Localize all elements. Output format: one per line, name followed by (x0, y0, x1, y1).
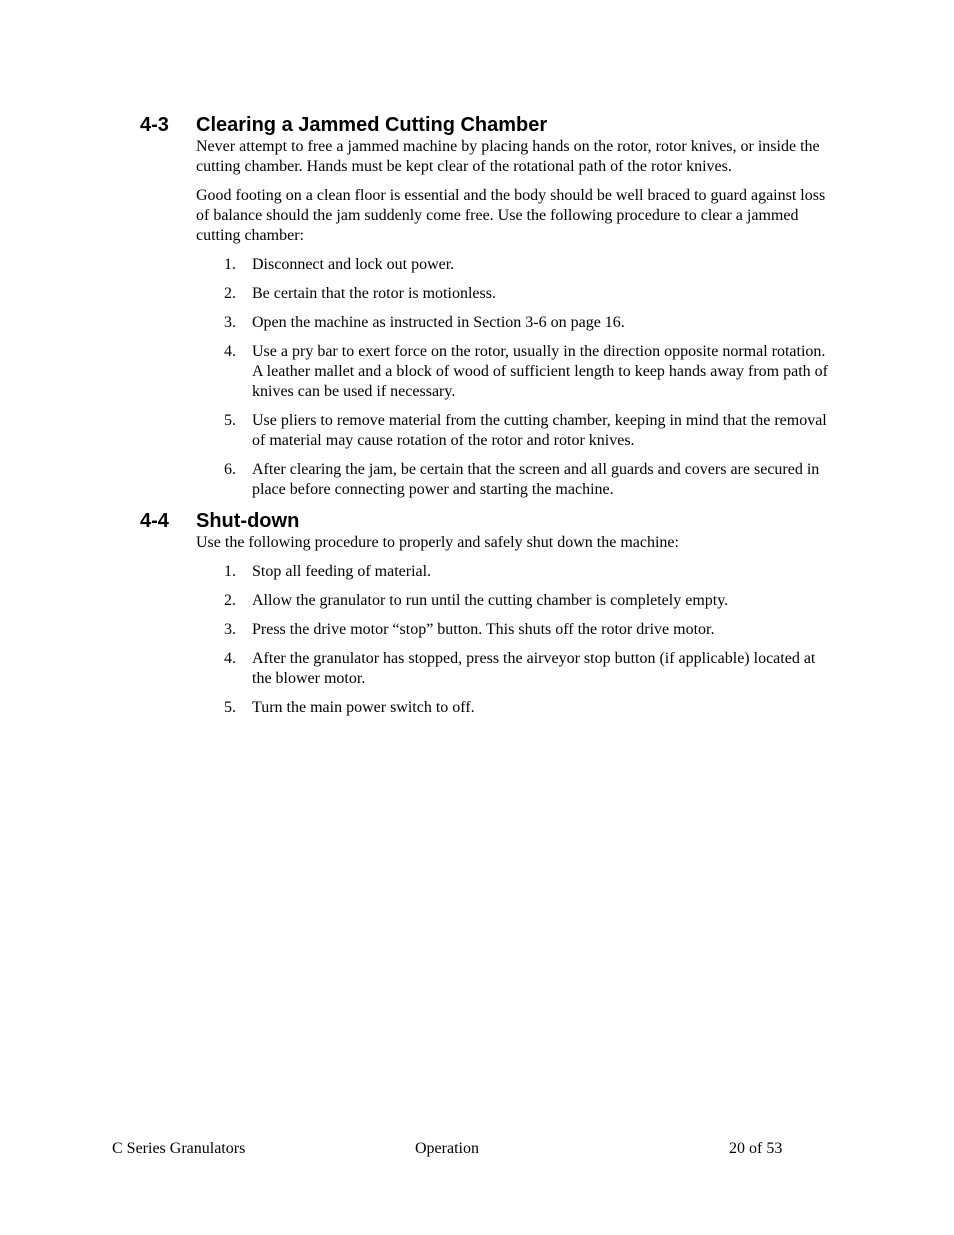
step-text: Allow the granulator to run until the cutting chamber is completely empty. (252, 592, 729, 609)
paragraph: Good footing on a clean floor is essential and the body should be well braced to guard against loss of balance should the jam suddenly come free. Use the following procedure to clear a jammed cutting chamber: (196, 187, 826, 244)
step-number: 3. (224, 621, 236, 638)
step-number: 2. (224, 285, 236, 302)
section-heading (140, 509, 840, 533)
section-heading (140, 113, 840, 137)
step-text: Stop all feeding of material. (252, 563, 432, 580)
step-text: Use a pry bar to exert force on the rotor, usually in the direction opposite normal rotation. A leather mallet and a block of wood of sufficient length to keep hands away from path of knives can be used if necessary. (252, 343, 828, 400)
step-number: 5. (224, 699, 236, 716)
step-number: 5. (224, 412, 236, 429)
step-item (196, 591, 836, 611)
procedure-steps (196, 255, 836, 500)
step-number: 2. (224, 592, 236, 609)
footer-page-number: 20 of 53 (729, 1140, 783, 1157)
step-item (196, 313, 836, 333)
step-item (196, 411, 836, 451)
step-item (196, 620, 836, 640)
section-shut-down (140, 509, 840, 727)
procedure-steps (196, 562, 836, 718)
step-number: 1. (224, 256, 236, 273)
section-body (196, 137, 836, 500)
step-text: Open the machine as instructed in Section 3-6 on page 16. (252, 314, 625, 331)
section-title: Shut-down (196, 510, 300, 532)
footer-product-name: C Series Granulators (112, 1140, 246, 1157)
step-text: After the granulator has stopped, press the airveyor stop button (if applicable) located at the blower motor. (252, 650, 816, 687)
step-number: 4. (224, 343, 236, 360)
section-body (196, 533, 836, 718)
paragraph: Use the following procedure to properly and safely shut down the machine: (196, 534, 679, 551)
section-number: 4-4 (140, 510, 169, 532)
step-text: Be certain that the rotor is motionless. (252, 285, 496, 302)
footer-chapter-name: Operation (415, 1140, 479, 1157)
step-text: Turn the main power switch to off. (252, 699, 475, 716)
step-text: Press the drive motor “stop” button. This shuts off the rotor drive motor. (252, 621, 715, 638)
step-item (196, 562, 836, 582)
step-item (196, 284, 836, 304)
section-clearing-jam (140, 113, 840, 509)
step-text: After clearing the jam, be certain that the screen and all guards and covers are secured in place before connecting power and starting the machine. (252, 461, 820, 498)
step-item (196, 342, 836, 402)
step-item (196, 460, 836, 500)
section-title: Clearing a Jammed Cutting Chamber (196, 114, 548, 136)
step-number: 6. (224, 461, 236, 478)
section-number: 4-3 (140, 114, 169, 136)
step-number: 3. (224, 314, 236, 331)
step-text: Use pliers to remove material from the cutting chamber, keeping in mind that the removal of material may cause rotation of the rotor and rotor knives. (252, 412, 827, 449)
step-number: 1. (224, 563, 236, 580)
step-number: 4. (224, 650, 236, 667)
paragraph: Never attempt to free a jammed machine by placing hands on the rotor, rotor knives, or inside the cutting chamber. Hands must be kept clear of the rotational path of the rotor knives. (196, 138, 820, 175)
step-item (196, 649, 836, 689)
step-text: Disconnect and lock out power. (252, 256, 455, 273)
step-item (196, 698, 836, 718)
step-item (196, 255, 836, 275)
